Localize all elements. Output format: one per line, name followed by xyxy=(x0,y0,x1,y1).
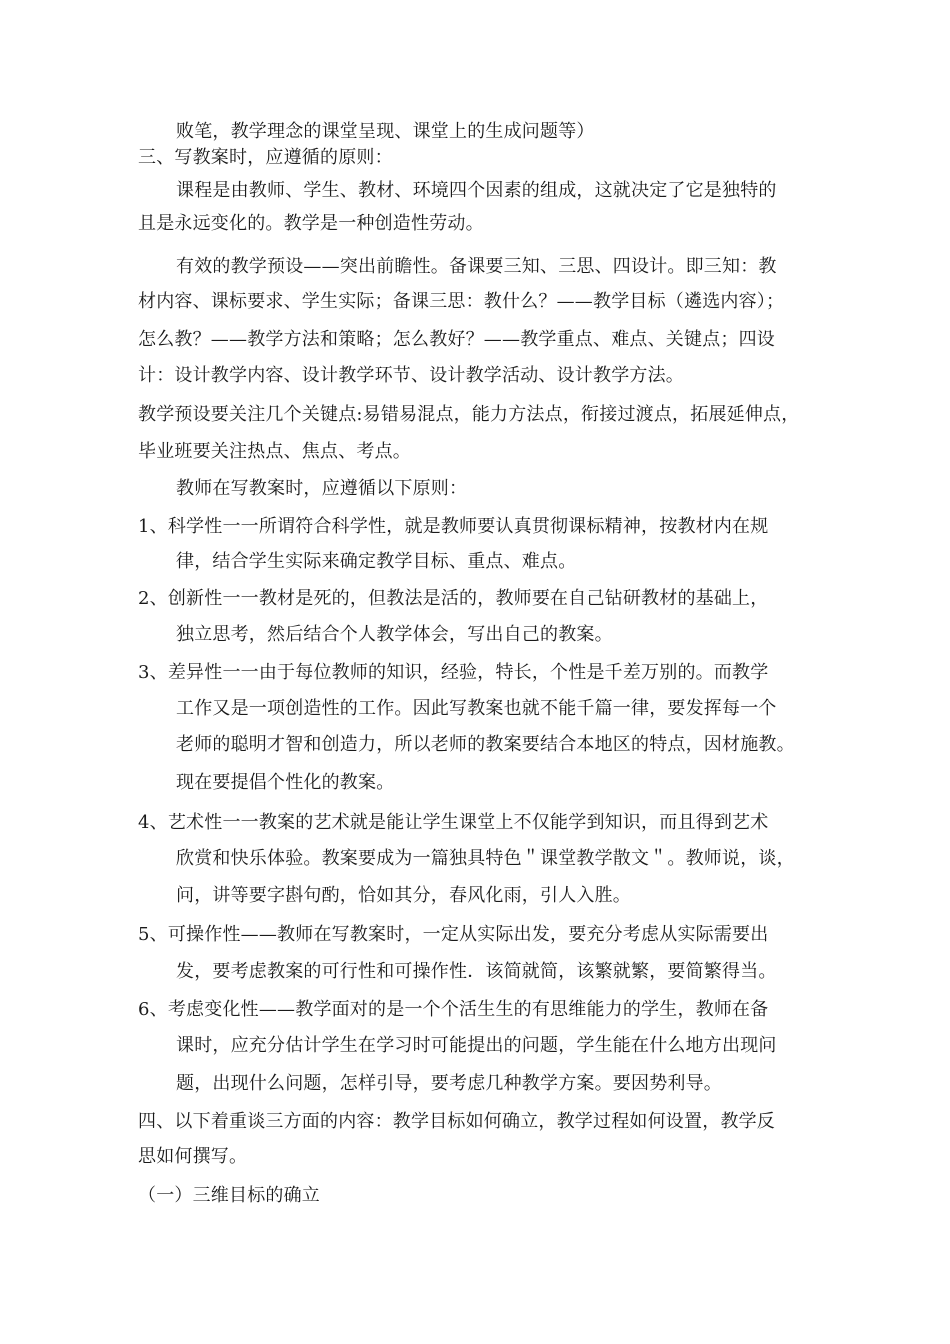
subsection-heading: （一）三维目标的确立 xyxy=(138,1185,320,1206)
paragraph-line: 怎么教？——教学方法和策略；怎么教好？——教学重点、难点、关键点；四设 xyxy=(138,329,775,350)
principle-6-continuation: 课时，应充分估计学生在学习时可能提出的问题，学生能在什么地方出现问 xyxy=(176,1035,777,1056)
principle-5: 5、可操作性——教师在写教案时，一定从实际出发，要充分考虑从实际需要出 xyxy=(138,924,769,945)
paragraph-line: 且是永远变化的。教学是一种创造性劳动。 xyxy=(138,213,484,234)
paragraph-line: 计：设计教学内容、设计教学环节、设计教学活动、设计教学方法。 xyxy=(138,365,684,386)
principle-4-continuation: 欣赏和快乐体验。教案要成为一篇独具特色＂课堂教学散文＂。教师说，谈， xyxy=(176,848,795,869)
paragraph-line: 课程是由教师、学生、教材、环境四个因素的组成，这就决定了它是独特的 xyxy=(176,180,777,201)
paragraph-line: 毕业班要关注热点、焦点、考点。 xyxy=(138,441,411,462)
principle-6-continuation: 题，出现什么问题，怎样引导，要考虑几种教学方案。要因势利导。 xyxy=(176,1073,722,1094)
principle-6: 6、考虑变化性——教学面对的是一个个活生生的有思维能力的学生，教师在备 xyxy=(138,999,769,1020)
principle-3-continuation: 现在要提倡个性化的教案。 xyxy=(176,772,395,793)
section-heading-4-continuation: 思如何撰写。 xyxy=(138,1146,248,1167)
principle-4: 4、艺术性一一教案的艺术就是能让学生课堂上不仅能学到知识，而且得到艺术 xyxy=(138,812,769,833)
principle-1-continuation: 律，结合学生实际来确定教学目标、重点、难点。 xyxy=(176,551,577,572)
section-heading-3: 三、写教案时，应遵循的原则： xyxy=(138,147,393,168)
principle-4-continuation: 问，讲等要字斟句酌，恰如其分，春风化雨，引人入胜。 xyxy=(176,885,631,906)
text-line-continuation: 败笔，教学理念的课堂呈现、课堂上的生成问题等） xyxy=(176,121,595,142)
principle-5-continuation: 发，要考虑教案的可行性和可操作性．该简就简，该繁就繁，要简繁得当。 xyxy=(176,961,777,982)
principle-3-continuation: 工作又是一项创造性的工作。因此写教案也就不能千篇一律，要发挥每一个 xyxy=(176,698,777,719)
principle-1: 1、科学性一一所谓符合科学性，就是教师要认真贯彻课标精神，按教材内在规 xyxy=(138,516,769,537)
principle-3: 3、差异性一一由于每位教师的知识，经验，特长，个性是千差万别的。而教学 xyxy=(138,662,769,683)
paragraph-line: 有效的教学预设——突出前瞻性。备课要三知、三思、四设计。即三知：教 xyxy=(176,256,777,277)
paragraph-line: 材内容、课标要求、学生实际；备课三思：教什么？——教学目标（遴选内容）； xyxy=(138,291,785,312)
principle-2-continuation: 独立思考，然后结合个人教学体会，写出自己的教案。 xyxy=(176,624,613,645)
paragraph-line: 教师在写教案时，应遵循以下原则： xyxy=(176,478,468,499)
section-heading-4: 四、以下着重谈三方面的内容：教学目标如何确立，教学过程如何设置，教学反 xyxy=(138,1111,775,1132)
paragraph-line: 教学预设要关注几个关键点:易错易混点，能力方法点，衔接过渡点，拓展延伸点， xyxy=(138,404,800,425)
principle-3-continuation: 老师的聪明才智和创造力，所以老师的教案要结合本地区的特点，因材施教。 xyxy=(176,734,795,755)
principle-2: 2、创新性一一教材是死的，但教法是活的，教师要在自己钻研教材的基础上， xyxy=(138,588,769,609)
